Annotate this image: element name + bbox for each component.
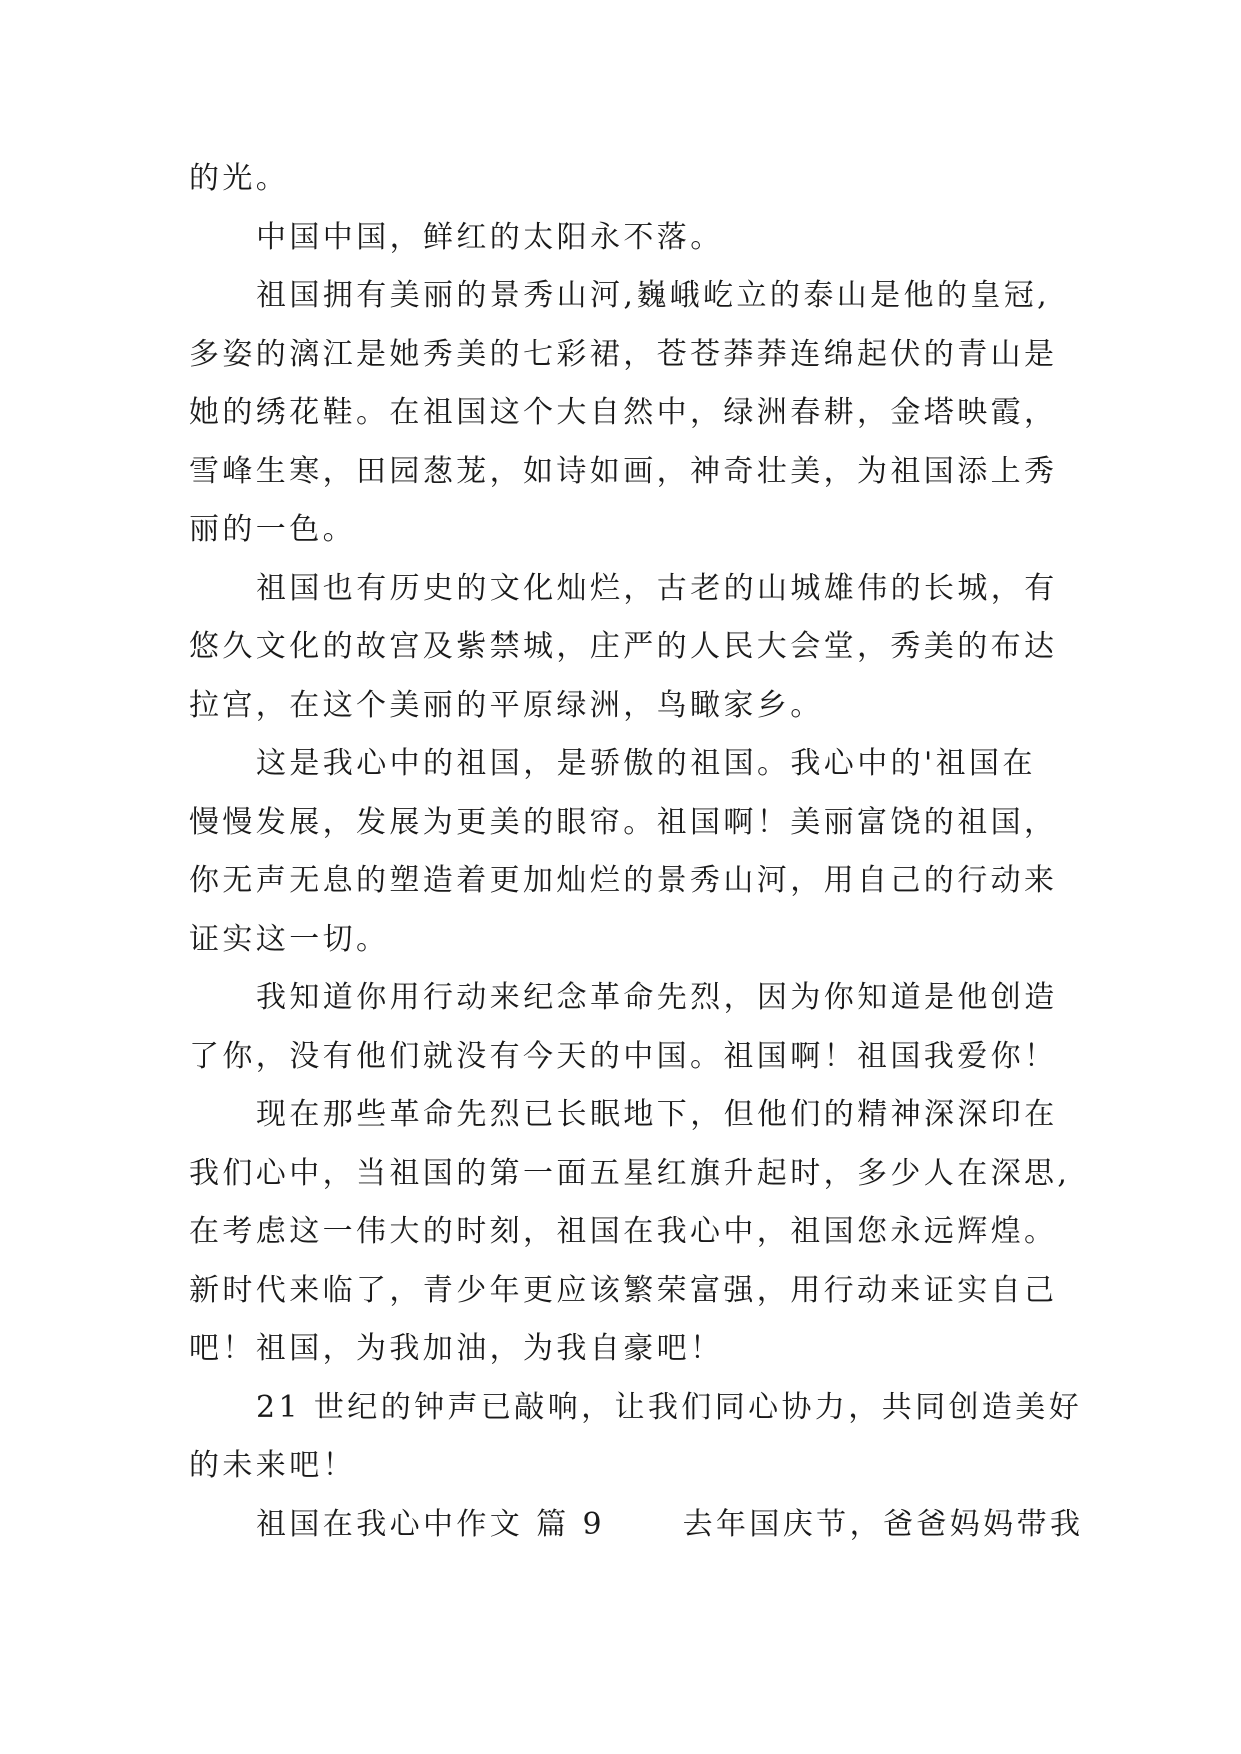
text-line: 我知道你用行动来纪念革命先烈，因为你知道是他创造 [256, 980, 1058, 1015]
text-line: 21 世纪的钟声已敲响，让我们同心协力，共同创造美好 [256, 1389, 1083, 1425]
text-line: 祖国拥有美丽的景秀山河,巍峨屹立的泰山是他的皇冠, [256, 278, 1051, 313]
text-line: 证实这一切。 [189, 921, 390, 957]
text-line: 雪峰生寒，田园葱茏，如诗如画，神奇壮美，为祖国添上秀 [189, 453, 1058, 489]
text-line: 拉宫，在这个美丽的平原绿洲，鸟瞰家乡。 [189, 687, 824, 723]
text-line: 现在那些革命先烈已长眠地下，但他们的精神深深印在 [256, 1097, 1058, 1132]
text-line: 祖国在我心中作文 篇 9 去年国庆节，爸爸妈妈带我 [256, 1506, 1084, 1542]
text-line: 祖国也有历史的文化灿烂，古老的山城雄伟的长城，有 [256, 570, 1058, 606]
text-line: 她的绣花鞋。在祖国这个大自然中，绿洲春耕，金塔映霞， [189, 395, 1058, 430]
text-line: 中国中国，鲜红的太阳永不落。 [256, 219, 724, 255]
document-body [189, 150, 1084, 1554]
text-line: 吧！祖国，为我加油，为我自豪吧！ [189, 1331, 724, 1366]
text-line: 了你，没有他们就没有今天的中国。祖国啊！祖国我爱你！ [189, 1038, 1058, 1074]
text-line: 悠久文化的故宫及紫禁城，庄严的人民大会堂，秀美的布达 [189, 629, 1058, 664]
text-line: 丽的一色。 [189, 512, 356, 547]
text-line: 慢慢发展，发展为更美的眼帘。祖国啊！美丽富饶的祖国， [189, 804, 1058, 840]
text-line: 这是我心中的祖国，是骄傲的祖国。我心中的'祖国在 [256, 746, 1036, 781]
text-line: 多姿的漓江是她秀美的七彩裙，苍苍莽莽连绵起伏的青山是 [189, 336, 1058, 372]
text-line: 的光。 [189, 161, 290, 196]
text-line: 在考虑这一伟大的时刻，祖国在我心中，祖国您永远辉煌。 [189, 1214, 1058, 1249]
text-line: 新时代来临了，青少年更应该繁荣富强，用行动来证实自己 [189, 1272, 1058, 1308]
text-line: 你无声无息的塑造着更加灿烂的景秀山河，用自己的行动来 [189, 863, 1058, 898]
text-line: 的未来吧！ [189, 1448, 356, 1483]
text-line: 我们心中，当祖国的第一面五星红旗升起时，多少人在深思, [189, 1155, 1071, 1191]
